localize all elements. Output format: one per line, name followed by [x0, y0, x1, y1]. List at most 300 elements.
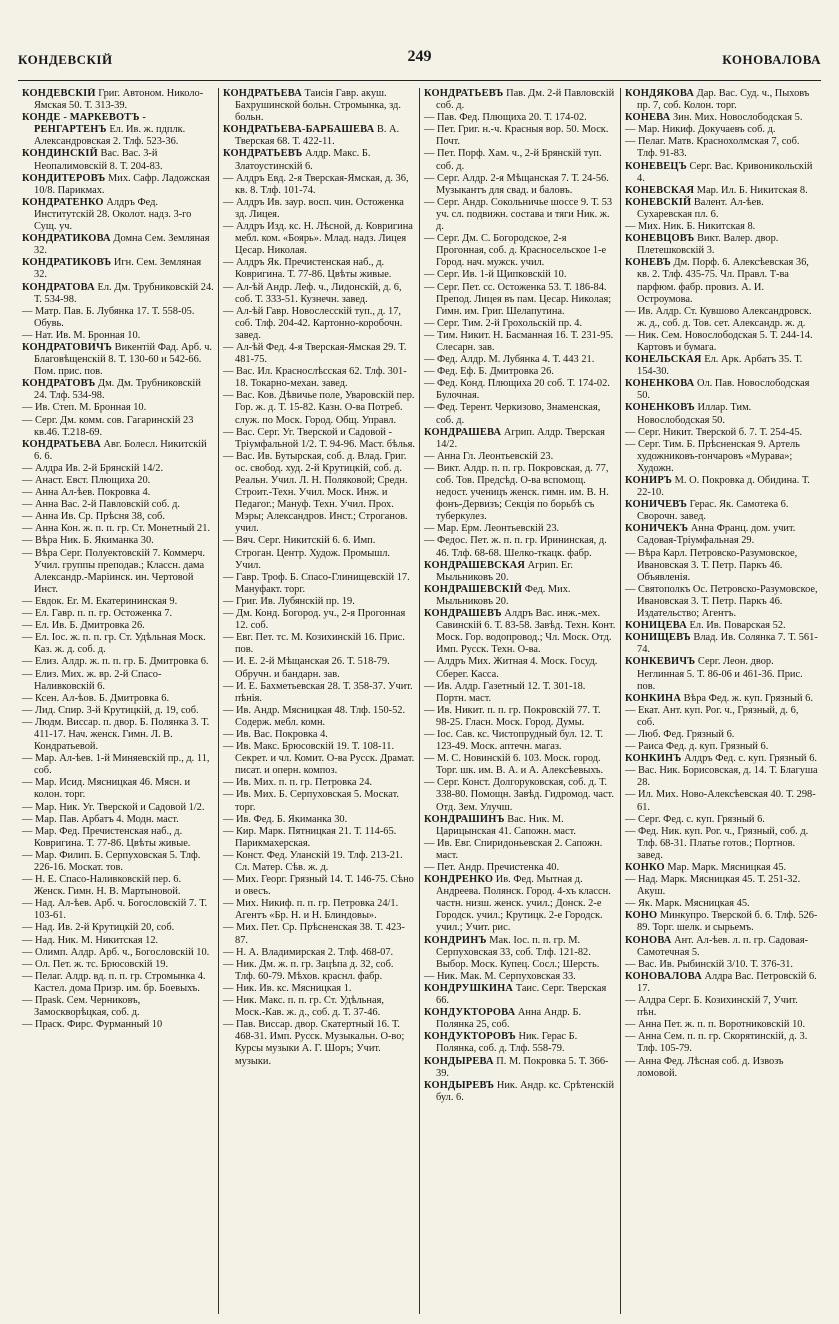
directory-entry — [22, 801, 214, 814]
directory-entry — [22, 692, 214, 705]
entry-details: — Ник. Макс. п. п. гр. Ст. Удѣльная, Моск.-Кав. ж. д., соб. д. Т. 37-46. — [223, 995, 384, 1019]
entry-details: — Матр. Пав. Б. Лубянка 17. Т. 558-05. Обувь. — [22, 305, 195, 329]
running-head-right: КОНОВАЛОВА — [722, 52, 821, 67]
entry-details: Ел. Дм. Трубниковскій 24. Т. 534-98. — [34, 281, 214, 305]
directory-entry — [223, 257, 415, 281]
entry-details: — Ив. Мих. п. п. гр. Петровка 24. — [223, 777, 373, 789]
entry-surname: КОНДРАТОВЪ — [22, 378, 96, 390]
directory-entry — [625, 995, 818, 1019]
directory-entry — [424, 196, 616, 233]
entry-surname: КОНДРАШЕВСКАЯ — [424, 559, 526, 571]
directory-entry — [223, 958, 415, 983]
entry-details: — Ив. Алдр. Газетный 12. Т. 301-18. Портн. маст. — [424, 680, 586, 704]
directory-entry — [424, 813, 616, 838]
entry-details: — Ив. Алдр. Ст. Кувшово Александровск. ж. д., соб. д. Тов. сет. Александр. ж. д. — [625, 305, 812, 329]
directory-entry — [223, 1019, 415, 1067]
running-head-left: КОНДЕВСКІЙ — [18, 52, 113, 67]
entry-details: Серг. Леон. двор. Неглинная 5. Т. 86-06 и 461-36. Прис. пов. — [637, 656, 803, 692]
directory-entry — [625, 221, 818, 233]
entry-details: — Анна Сем. п. п. гр. Скорятинскій, д. 3. Тлф. 105-79. — [625, 1031, 808, 1055]
column-3 — [420, 88, 621, 1314]
entry-details: — Вас. Ник. Борисовская, д. 14. Т. Благуша 28. — [625, 765, 818, 789]
directory-entry — [424, 535, 616, 559]
directory-entry — [223, 704, 415, 729]
directory-entry — [22, 668, 214, 693]
entry-details: П. М. Покровка 5. Т. 366-39. — [436, 1055, 609, 1079]
directory-entry — [22, 535, 214, 547]
directory-entry — [22, 499, 214, 511]
entry-details: — Мар. Ник. Уг. Тверской и Садовой 1/2. — [22, 801, 205, 813]
directory-entry — [223, 341, 415, 366]
entry-surname: КОНДРАТЬЕВА — [22, 438, 101, 450]
entry-details: — Анаст. Евст. Плющиха 20. — [22, 475, 151, 486]
directory-entry — [22, 196, 214, 233]
entry-details: — Ив. Макс. Брюсовскій 19. Т. 108-11. Секрет. и чл. Комит. О-ва Русск. Драмат. писат. и оперн. композ. — [223, 741, 415, 777]
entry-surname: КОНКЕВИЧЪ — [625, 656, 696, 668]
entry-details: — Алдръ Евд. 2-я Тверская-Ямская, д. 36, кв. 8. Тлф. 101-74. — [223, 172, 409, 196]
entry-details: Пав. Дм. 2-й Павловскій соб. д. — [436, 88, 615, 112]
entry-surname: КОНЕНКОВА — [625, 378, 695, 390]
entry-details: — Серг. Пет. сс. Остоженка 53. Т. 186-84. Препод. Лицея въ пам. Цесар. Николая; Гимн. им. Григ. Шелапутина. — [424, 281, 612, 317]
entry-details: — Над. Марк. Мясницкая 45. Т. 251-32. Акуш. — [625, 874, 801, 898]
entry-surname: КОНДРАТИКОВА — [22, 233, 111, 245]
entry-details: — Н. А. Владимирская 2. Тлф. 468-07. — [223, 946, 394, 958]
entry-details: — Мар. Исид. Мясницкая 46. Мясн. и колон. торг. — [22, 777, 191, 801]
directory-entry — [625, 1055, 818, 1080]
entry-surname: КОНЕВСКАЯ — [625, 184, 695, 196]
entry-surname: КОНОВАЛОВА — [625, 970, 702, 982]
directory-entry — [424, 426, 616, 451]
entry-details: — Анна Вас. 2-й Павловскій соб. д. — [22, 499, 180, 511]
directory-entry — [223, 172, 415, 197]
directory-entry — [625, 196, 818, 221]
directory-entry — [22, 281, 214, 306]
entry-details: Ел. Ив. ж. пдплк. Александровская 2. Тлф. 523-36. — [34, 124, 186, 148]
entry-details: Герас. Як. Самотека 6. Сворочн. завед. — [637, 499, 789, 523]
directory-entry — [625, 765, 818, 789]
entry-details: Алдр. Макс. Б. Златоустинскій 6. — [235, 148, 371, 172]
entry-details: — Вас. Ив. Бутырская, соб. д. Влад. Григ. ос. свобод. худ. 2-й Крутицкій, соб. д. Реальн. Учил. Л. Н. Поляковой; Средн. Строит.-Техн. Учил. Моск. Инж. и Педагог.; Мануф. Техн. Учил. Прох. Мэры; Александров. Инст.; Строганов. учил. — [223, 450, 408, 535]
entry-details: Алдръ Фед. Институтскій 28. Околот. надз. 3-го Сущ. уч. — [34, 196, 192, 233]
entry-details: — Фед. Терент. Черкизово, Знаменская, соб. д. — [424, 402, 601, 426]
entry-details: Викт. Валер. двор. Плетешковскій 3. — [637, 233, 779, 257]
directory-entry — [22, 608, 214, 620]
directory-entry — [424, 281, 616, 318]
entry-surname: КОНДРАТИКОВЪ — [22, 257, 112, 269]
entry-details: — Вѣра Ник. Б. Якиманка 30. — [22, 535, 154, 547]
entry-details: — Мих. Никиф. п. п. гр. Петровка 24/1. Агентъ «Бр. Н. и Н. Блиндовы». — [223, 898, 399, 922]
entry-details: — Ник. Мак. М. Серпуховская 33. — [424, 970, 576, 982]
directory-entry — [625, 813, 818, 826]
directory-entry — [22, 813, 214, 826]
directory-entry — [424, 172, 616, 197]
entry-details: Домна Сем. Земляная 32. — [34, 233, 210, 257]
directory-entry — [22, 656, 214, 668]
directory-entry — [625, 184, 818, 197]
directory-entry — [625, 88, 818, 112]
entry-details: — Іос. Сав. кс. Чистопрудный бул. 12. Т. 123-49. Моск. аптечн. магаз. — [424, 728, 604, 753]
directory-entry — [424, 559, 616, 584]
directory-entry — [22, 1019, 214, 1031]
entry-details: Мих. Сафр. Ладожская 10/8. Парикмах. — [34, 172, 210, 196]
directory-entry — [424, 874, 616, 934]
entry-details: М. О. Покровка д. Обидина. Т. 22-10. — [637, 475, 810, 499]
column-1 — [18, 88, 219, 1314]
directory-entry — [625, 753, 818, 765]
directory-entry — [424, 656, 616, 680]
directory-entry — [625, 970, 818, 995]
directory-entry — [424, 753, 616, 777]
directory-entry — [223, 88, 415, 124]
entry-details: — Вас. Серг. Уг. Тверской и Садовой - Тріумфальной 1/2. Т. 94-96. Маст. бѣлья. — [223, 426, 415, 450]
entry-details: — Святополкъ Ос. Петровско-Разумовское, Ивановская 3. Т. Петр. Паркъ 46. Издательство; Агентъ. — [625, 583, 818, 620]
directory-entry — [424, 704, 616, 729]
directory-entry — [424, 354, 616, 366]
entry-details: — Анна Ал-ѣев. Покровка 4. — [22, 487, 151, 499]
directory-entry — [223, 995, 415, 1019]
entry-surname: КОНДРУШКИНА — [424, 982, 514, 994]
directory-entry — [625, 728, 818, 741]
directory-entry — [22, 995, 214, 1019]
directory-entry — [424, 680, 616, 705]
directory-entry — [625, 583, 818, 620]
entry-details: — Ксен. Ал-ѣов. Б. Дмитровка 6. — [22, 692, 170, 704]
entry-surname: КОНОВА — [625, 934, 672, 946]
directory-entry — [22, 547, 214, 596]
directory-entry — [22, 88, 214, 112]
directory-entry — [625, 934, 818, 959]
directory-entry — [625, 499, 818, 523]
directory-entry — [424, 837, 616, 862]
entry-details: — Анна Фед. Лѣсная соб. д. Извозъ ломовой. — [625, 1055, 784, 1079]
entry-details: — Анна Пет. ж. п. п. Воротниковскій 10. — [625, 1019, 806, 1031]
entry-details: — Алдръ Як. Пречистенская наб., д. Ковригина. Т. 77-86. Цвѣты живые. — [223, 257, 392, 281]
entry-details: — Серг. Конст. Долгоруковская, соб. д. Т. 338-80. Помощн. Завѣд. Гидромод. част. Отд. Зем. Улучш. — [424, 777, 614, 813]
entry-details: — Люб. Фед. Грязный 6. — [625, 728, 735, 740]
directory-entry — [424, 112, 616, 124]
entry-details: — Мар. Никиф. Докучаевъ соб. д. — [625, 124, 776, 136]
entry-details: — Ив. Евг. Спиридоньевская 2. Сапожн. маст. — [424, 837, 603, 861]
entry-details: — Олимп. Алдр. Арб. ч., Богословскій 10. — [22, 946, 210, 958]
directory-entry — [625, 378, 818, 402]
directory-entry — [223, 450, 415, 536]
entry-details: — Ол. Пет. ж. тс. Брюсовскій 19. — [22, 958, 169, 970]
directory-entry — [625, 257, 818, 305]
page-header — [18, 48, 821, 72]
entry-details: Таис. Серг. Тверская 66. — [436, 982, 607, 1007]
directory-entry — [22, 716, 214, 753]
directory-entry — [22, 462, 214, 475]
entry-surname: КОНЕВЦОВЪ — [625, 233, 695, 245]
directory-entry — [223, 898, 415, 922]
directory-entry — [22, 595, 214, 608]
column-4 — [621, 88, 822, 1314]
directory-entry — [424, 233, 616, 269]
entry-details: — Викт. Алдр. п. п. гр. Покровская, д. 77, соб. Тов. Предсѣд. О-ва вспомощ. недост. ученицъ женск. гимн. им. В. Н. фонъ-Дервизъ; Секція по борьбѣ съ туберкулез. — [424, 462, 609, 523]
directory-entry — [625, 112, 818, 124]
entry-surname: КОНЕЛЬСКАЯ — [625, 354, 702, 366]
directory-entry — [625, 329, 818, 354]
entry-details: Игн. Сем. Земляная 32. — [34, 257, 202, 281]
entry-details: — Лид. Спир. 3-й Крутицкій, д. 19, соб. — [22, 704, 199, 716]
directory-entry — [424, 1079, 616, 1104]
directory-entry — [22, 233, 214, 257]
entry-details: — Вѣра Карл. Петровско-Разумовское, Ивановская 3. Т. Петр. Паркъ 46. Объявленія. — [625, 547, 798, 583]
entry-details: — Федос. Пет. ж. п. п. гр. Ирининская, д. 46. Тлф. 68-68. Шелко-ткацк. фабр. — [424, 535, 607, 559]
directory-entry — [223, 656, 415, 680]
entry-details: — Алдръ Изд. кс. Н. Лѣсной, д. Ковригина мебл. ком. «Боярь». Млад. надз. Лицея Цесар. Николая. — [223, 221, 413, 257]
entry-details: Зин. Мих. Новослободская 5. — [672, 112, 803, 124]
directory-entry — [625, 898, 818, 910]
directory-entry — [22, 704, 214, 717]
directory-entry — [424, 450, 616, 463]
entry-details: — Над. Ив. 2-й Крутицкій 20, соб. — [22, 922, 175, 934]
entry-details: — Серг. Андр. Сокольничье шоссе 9. Т. 53 уч. сл. подвижн. состава и тяги Ник. ж. д. — [424, 196, 613, 233]
entry-details: Дм. Дм. Трубниковскій 24. Тлф. 534-98. — [34, 378, 201, 402]
entry-details: — Серг. Ив. 1-й Щипковскій 10. — [424, 269, 567, 281]
directory-entry — [223, 595, 415, 608]
directory-entry — [625, 547, 818, 584]
directory-entry — [22, 849, 214, 874]
entry-surname: КОНЕВСКІЙ — [625, 196, 692, 208]
directory-entry — [424, 862, 616, 874]
directory-entry — [625, 958, 818, 971]
entry-details: Агрип. Ег. Мыльниковъ 20. — [436, 559, 573, 583]
entry-details: — Ал-ѣй Гавр. Новослесскій туп., д. 17, соб. Тлф. 204-42. Картонно-коробочн. завед. — [223, 305, 403, 341]
directory-entry — [625, 136, 818, 160]
entry-details: — Пелаг. Алдр. вд. п. п. гр. Стромынка 4. Кастел. дома Призр. им. бр. Боевыхъ. — [22, 970, 206, 994]
entry-details: — Серг. Дм. С. Богородское, 2-я Прогонная, соб. д. Красносельское 1-е Город. нач. мужск. учил. — [424, 233, 607, 269]
directory-entry — [22, 402, 214, 414]
entry-details: Григ. Автоном. Николо-Ямская 50. Т. 313-39. — [34, 88, 204, 112]
entry-surname: КОНДРАШЕВА — [424, 426, 502, 438]
entry-surname: КОНДРАТОВА — [22, 281, 95, 293]
entry-details: Ант. Ал-ѣев. л. п. гр. Садовая-Самотечная 5. — [637, 934, 809, 958]
entry-details: — Фед. Еф. Б. Дмитровка 26. — [424, 366, 554, 378]
entry-details: — Серг. Дм. комм. сов. Гагаринскій 23 кв.46. Т.218-69. — [22, 414, 194, 438]
directory-entry — [424, 970, 616, 983]
directory-entry — [223, 281, 415, 306]
entry-details: — Серг. Никит. Тверской б. 7. Т. 254-45. — [625, 426, 803, 438]
entry-details: Ник. Андр. кс. Срѣтенскій бул. 6. — [436, 1079, 615, 1103]
entry-details: — Мар. Пав. Арбатъ 4. Модн. маст. — [22, 813, 179, 825]
entry-surname: КОНЕВА — [625, 112, 671, 124]
entry-surname: КОНДЫРЕВЪ — [424, 1079, 495, 1091]
directory-entry — [22, 414, 214, 439]
entry-details: Вас. Вас. 3-й Неопалимовскій 8. Т. 204-83. — [34, 148, 163, 172]
entry-surname: КОНДРАТЬЕВА-БАРБАШЕВА — [223, 124, 375, 136]
entry-surname: КОНДРАТЬЕВЪ — [223, 148, 303, 160]
entry-details: Мар. Ил. Б. Никитская 8. — [696, 184, 808, 196]
entry-details: — Мар. Ерм. Леонтьевскій 23. — [424, 523, 560, 535]
entry-details: — Мар. Ал-ѣев. 1-й Миняевскій пр., д. 11, соб. — [22, 753, 210, 777]
directory-entry — [424, 1055, 616, 1080]
entry-details: — Ник. Дм. ж. п. гр. Зацѣпа д. 32, соб. Тлф. 60-79. Мѣхов. краснл. фабр. — [223, 958, 394, 982]
directory-entry — [223, 221, 415, 257]
directory-entry — [223, 632, 415, 656]
entry-details: — Ник. Сем. Новослободская 5. Т. 244-14. Картовъ и бумага. — [625, 329, 813, 353]
directory-entry — [223, 535, 415, 571]
entry-details: — Мих. Георг. Грязный 14. Т. 146-75. Сѣно и овесъ. — [223, 874, 414, 898]
entry-details: Вас. Ник. М. Царицынская 41. Сапожн. маст. — [436, 813, 576, 837]
entry-details: Алдра Вас. Петровскій 6. 17. — [637, 970, 817, 994]
entry-details: — Алдра Серг. Б. Козихинскій 7, Учит. пѣн. — [625, 995, 798, 1019]
directory-entry — [22, 898, 214, 922]
entry-details: Влад. Ив. Солянка 7. Т. 561-74. — [637, 632, 818, 656]
entry-details: Мар. Марк. Мясницкая 45. — [667, 862, 787, 873]
directory-entry — [22, 257, 214, 281]
entry-details: — Евг. Пет. тс. М. Козихинскій 16. Прис. пов. — [223, 632, 405, 656]
directory-entry — [22, 922, 214, 934]
directory-entry — [625, 438, 818, 475]
directory-entry — [625, 692, 818, 705]
directory-entry — [22, 487, 214, 499]
entry-details: Анна Андр. Б. Полянка 25, соб. — [436, 1007, 582, 1031]
entry-details: — Гавр. Троф. Б. Спасо-Глинищевскій 17. Мануфакт. торг. — [223, 571, 410, 595]
directory-entry — [625, 862, 818, 874]
directory-entry — [424, 462, 616, 523]
entry-details: — И. Е. Бахметьевская 28. Т. 358-37. Учит. пѣнія. — [223, 680, 413, 704]
entry-details: — Дм. Конд. Богород. уч., 2-я Прогонная 12. соб. — [223, 608, 406, 632]
directory-entry — [625, 656, 818, 692]
directory-entry — [22, 438, 214, 463]
directory-entry — [424, 317, 616, 330]
entry-details: Иллар. Тим. Новослободская 50. — [637, 402, 752, 426]
entry-details: — Фед. Ник. куп. Рог. ч., Грязный, соб. д. Тлф. 68-31. Платье готов.; Портнов. завед. — [625, 825, 809, 861]
entry-surname: КОНИЧЕКЪ — [625, 523, 689, 535]
directory-entry — [625, 741, 818, 753]
entry-details: — Кир. Марк. Пятницкая 21. Т. 114-65. Парикмахерская. — [223, 825, 397, 849]
entry-surname: КОНИЧЕВЪ — [625, 499, 688, 511]
entry-details: — Як. Марк. Мясницкая 45. — [625, 898, 750, 910]
directory-entry — [424, 1007, 616, 1031]
directory-entry — [625, 620, 818, 632]
directory-entry — [22, 148, 214, 172]
directory-entry — [424, 728, 616, 753]
directory-entry — [625, 426, 818, 439]
directory-entry — [223, 813, 415, 826]
directory-entry — [424, 148, 616, 172]
directory-entry — [223, 196, 415, 221]
entry-details: Ел. Ив. Поварская 52. — [689, 620, 786, 632]
entry-surname: КОНДЯКОВА — [625, 88, 695, 99]
entry-surname: КОНКИНА — [625, 692, 682, 704]
directory-entry — [424, 402, 616, 426]
entry-surname: КОНДРАТЬЕВА — [223, 88, 302, 99]
directory-entry — [22, 475, 214, 487]
entry-details: — Елиз. Алдр. ж. п. п. гр. Б. Дмитровка 6. — [22, 656, 209, 668]
entry-details: — Алдра Ив. 2-й Брянскій 14/2. — [22, 462, 164, 474]
entry-details: — Алдръ Мих. Житная 4. Моск. Госуд. Сберег. Касса. — [424, 656, 598, 680]
directory-entry — [223, 148, 415, 172]
entry-details: Викентій Фад. Арб. ч. Благовѣщенскій 8. Т. 130-60 и 542-66. Пом. прис. пов. — [34, 341, 213, 378]
directory-entry — [223, 922, 415, 946]
entry-details: — Серг. Алдр. 2-я Мѣщанская 7. Т. 24-56. Музыкантъ для свад. и баловъ. — [424, 172, 609, 196]
entry-surname: КОНДИНСКІЙ — [22, 148, 98, 160]
entry-surname: КОНДРАТЕНКО — [22, 196, 104, 208]
directory-entry — [223, 728, 415, 741]
entry-details: Анна Франц. дом. учит. Садовая-Тріумфальная 29. — [637, 523, 796, 547]
entry-surname: КОНДУКТОРОВА — [424, 1007, 516, 1019]
directory-entry — [625, 233, 818, 257]
directory-entry — [22, 946, 214, 959]
directory-entry — [22, 112, 214, 148]
entry-details: — Серг. Тим. Б. Прѣсненская 9. Артель художниковъ-гончаровъ «Мурава»; Художн. — [625, 438, 800, 474]
entry-details: Мак. Іос. п. п. гр. М. Серпуховская 33, соб. Тлф. 121-82. Выбор. Моск. Купец. Сосл.; Шерсть. — [436, 934, 600, 970]
entry-details: — Григ. Ив. Лубянскій пр. 19. — [223, 595, 355, 607]
entry-surname: КОНДРАШЕВЪ — [424, 608, 502, 620]
entry-surname: КОНЕВЕЦЪ — [625, 160, 687, 172]
entry-details: — Елиз. Мих. ж. вр. 2-й Спасо-Наливковскій 6. — [22, 668, 162, 692]
directory-entry — [625, 354, 818, 378]
directory-entry — [22, 958, 214, 971]
entry-details: Таисія Гавр. акуш. Бахрушинской больн. Стромынка, зд. больн. — [235, 88, 401, 124]
directory-entry — [625, 874, 818, 898]
entry-details: — Ал-ѣй Фед. 4-я Тверская-Ямская 29. Т. 481-75. — [223, 341, 407, 366]
directory-entry — [625, 160, 818, 185]
directory-entry — [424, 366, 616, 378]
entry-details: — Ел. Гавр. п. п. гр. Остоженка 7. — [22, 608, 173, 620]
entry-details: — Над. Ник. М. Никитская 12. — [22, 934, 159, 946]
directory-entry — [424, 982, 616, 1007]
directory-entry — [625, 910, 818, 934]
directory-entry — [22, 970, 214, 995]
directory-entry — [22, 523, 214, 535]
directory-entry — [22, 777, 214, 801]
entry-details: — Мих. Ник. Б. Никитская 8. — [625, 221, 756, 233]
directory-entry — [223, 982, 415, 995]
entry-details: — Пет. Григ. н.-ч. Красныя вор. 50. Моск. Почт. — [424, 124, 609, 148]
entry-details: — М. С. Новинскій 6. 103. Моск. город. Торг. шк. им. В. А. и А. Алексѣевыхъ. — [424, 753, 604, 777]
entry-details: — Ив. Фед. Б. Якиманка 30. — [223, 813, 348, 825]
entry-surname: КОНИЦЕВА — [625, 620, 687, 632]
directory-entry — [223, 874, 415, 898]
directory-entry — [424, 777, 616, 813]
entry-details: — Мих. Пет. Ср. Прѣсненская 38. Т. 423-87. — [223, 922, 405, 946]
directory-entry — [625, 124, 818, 136]
entry-details: — Н. Е. Спасо-Наливковскій пер. 6. Женск. Гимн. Н. В. Мартыновой. — [22, 874, 182, 898]
entry-surname: КОНДРИНЪ — [424, 934, 487, 946]
directory-entry — [625, 704, 818, 729]
entry-surname: КОНДРАШЕВСКІЙ — [424, 583, 523, 595]
directory-entry — [22, 825, 214, 850]
entry-details: В. А. Тверская 68. Т. 422-11. — [235, 124, 400, 148]
entry-details: — Над. Ал-ѣев. Арб. ч. Богословскій 7. Т. 103-61. — [22, 898, 208, 922]
entry-surname: КОНЕНКОВЪ — [625, 402, 695, 414]
directory-entry — [223, 680, 415, 705]
directory-entry — [625, 523, 818, 547]
entry-surname: КОНИЩЕВЪ — [625, 632, 691, 644]
directory-entry — [22, 329, 214, 342]
directory-entry — [424, 88, 616, 112]
entry-details: Ив. Фед. Мытная д. Андреева. Полянск. Город. 4-хъ классн. частн. низш. женск. учил.; Донск. 2-е Городск. учил.; Крутицк. 2-е Городск. учил.; Учит. рис. — [436, 874, 611, 934]
entry-details: Вѣра Фед. ж. куп. Грязный 6. — [683, 692, 813, 704]
directory-entry — [22, 378, 214, 402]
entry-details: — Конст. Фед. Уланскій 19. Тлф. 213-21. Сл. Матер. Сѣв. ж. д. — [223, 849, 403, 873]
entry-details: — Тим. Никит. Н. Басманная 16. Т. 231-95. Слесарн. зав. — [424, 329, 614, 353]
directory-entry — [223, 426, 415, 451]
entry-surname: КОНДРАТОВИЧЪ — [22, 341, 113, 353]
directory-entry — [223, 366, 415, 390]
directory-entry — [424, 269, 616, 281]
entry-details: — Анна Кон. ж. п. п. гр. Ст. Монетный 21. — [22, 523, 211, 535]
entry-surname: КОНДРЕНКО — [424, 874, 494, 886]
directory-entry — [22, 305, 214, 330]
entry-details: — И. Е. 2-й Мѣщанская 26. Т. 518-79. Обручн. и бандарн. зав. — [223, 656, 390, 680]
directory-columns — [18, 88, 824, 1314]
directory-entry — [22, 620, 214, 632]
entry-details: — Ив. Мих. Б. Серпуховская 5. Москат. торг. — [223, 789, 399, 813]
